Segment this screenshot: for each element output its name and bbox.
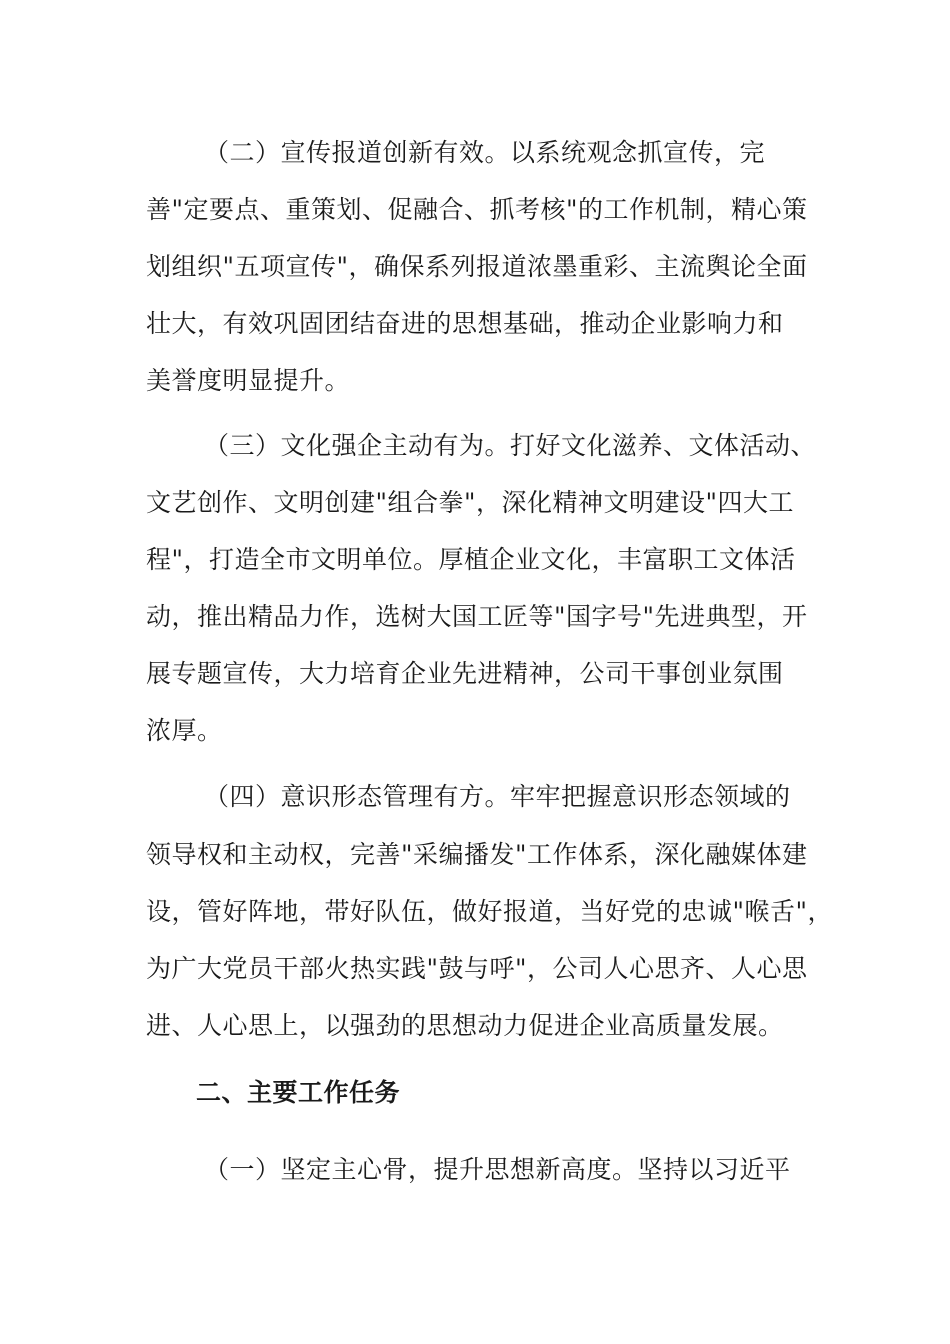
paragraph-line: （二）宣传报道创新有效。以系统观念抓宣传，完 — [204, 138, 766, 167]
paragraph-line: 善"定要点、重策划、促融合、抓考核"的工作机制，精心策 — [146, 195, 808, 224]
paragraph-line: 文艺创作、文明创建"组合拳"，深化精神文明建设"四大工 — [146, 488, 794, 517]
paragraph-line: 为广大党员干部火热实践"鼓与呼"，公司人心思齐、人心思 — [146, 954, 808, 983]
paragraph-line: 动，推出精品力作，选树大国工匠等"国字号"先进典型，开 — [146, 602, 808, 631]
section-heading: 二、主要工作任务 — [196, 1078, 401, 1107]
paragraph-line: 进、人心思上，以强劲的思想动力促进企业高质量发展。 — [146, 1011, 784, 1040]
paragraph-line: 壮大，有效巩固团结奋进的思想基础，推动企业影响力和 — [146, 309, 784, 338]
paragraph-line: 展专题宣传，大力培育企业先进精神，公司干事创业氛围 — [146, 659, 784, 688]
paragraph-line: （四）意识形态管理有方。牢牢把握意识形态领域的 — [204, 782, 791, 811]
paragraph-line: 程"，打造全市文明单位。厚植企业文化，丰富职工文体活 — [146, 545, 796, 574]
paragraph-line: （一）坚定主心骨，提升思想新高度。坚持以习近平 — [204, 1155, 791, 1184]
paragraph-line: 领导权和主动权，完善"采编播发"工作体系，深化融媒体建 — [146, 840, 808, 869]
paragraph-line: 浓厚。 — [146, 716, 223, 745]
paragraph-line: 设，管好阵地，带好队伍，做好报道，当好党的忠诚"喉舌"， — [146, 897, 834, 926]
paragraph-line: 美誉度明显提升。 — [146, 366, 351, 395]
paragraph-line: 划组织"五项宣传"，确保系列报道浓墨重彩、主流舆论全面 — [146, 252, 808, 281]
paragraph-line: （三）文化强企主动有为。打好文化滋养、文体活动、 — [204, 431, 817, 460]
